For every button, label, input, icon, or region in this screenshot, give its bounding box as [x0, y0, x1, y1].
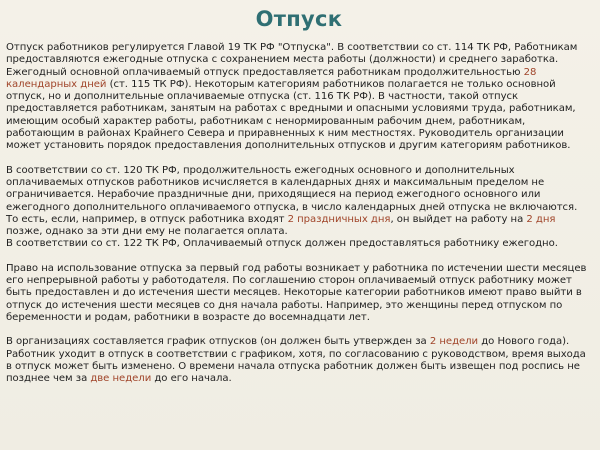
paragraph-text: позже, однако за эти дни ему не полагается оплата. В соответствии со ст. 122 ТК РФ, Оплачиваемый отпуск должен предоставляться работнику ежегодно.	[6, 226, 558, 250]
paragraph-text: (ст. 115 ТК РФ). Некоторым категориям работников полагается не только основной отпуск, но и дополнительные оплачиваемые отпуска (ст. 116 ТК РФ). В частности, такой отпуск предоставляется работникам, занятым на работах с вредными и опасными условиями труда, работникам, имеющим особый характер работы, работникам с ненормированным рабочим днем, работникам, работающим в районах Крайнего Севера и приравненных к ним местностях. Руководитель организации может установить порядок предоставления дополнительных отпусков и другим категориям работников.	[6, 78, 579, 152]
paragraph-text: Право на использование отпуска за первый год работы возникает у работника по истечении шести месяцев его непрерывной работы у работодателя. По соглашению сторон оплачиваемый отпуск работнику может быть предоставлен и до истечения шести месяцев. Некоторые категории работников имеют право выйти в отпуск до истечения шести месяцев со дня начала работы. Например, это женщины перед отпуском по беременности и родам, работники в возрасте до восемнадцати лет.	[6, 262, 590, 323]
highlighted-term: 2 праздничных дня	[287, 213, 391, 225]
paragraph-text: В организациях составляется график отпусков (он должен быть утвержден за	[6, 336, 430, 348]
paragraph-3	[6, 263, 592, 324]
highlighted-term: 2 недели	[429, 336, 479, 348]
paragraph-4	[6, 336, 592, 385]
paragraph-1	[6, 42, 592, 153]
paragraph-2	[6, 165, 592, 251]
highlighted-term: 28 календарных дней	[6, 66, 540, 90]
paragraph-text: Отпуск работников регулируется Главой 19 ТК РФ "Отпуска". В соответствии со ст. 114 ТК РФ, Работникам предоставляются ежегодные отпуска с сохранением места работы (должности) и среднего заработка. Ежегодный основной оплачиваемый отпуск предоставляется работникам продолжительностью	[6, 42, 581, 78]
highlighted-term: две недели	[90, 373, 152, 385]
paragraph-text: до его начала.	[151, 373, 232, 385]
highlighted-term: 2 дня	[526, 213, 556, 225]
content-body	[6, 42, 592, 385]
paragraph-text: до Нового года). Работник уходит в отпуск в соответствии с графиком, хотя, по согласованию с руководством, время выхода в отпуск может быть изменено. О времени начала отпуска работник должен быть извещен под роспись не позднее чем за	[6, 336, 589, 385]
paragraph-text: В соответствии со ст. 120 ТК РФ, продолжительность ежегодных основного и дополнительных оплачиваемых отпусков работников исчисляется в календарных днях и максимальным пределом не ограничивается. Нерабочие праздничные дни, приходящиеся на период ежегодного основного или ежегодного дополнительного оплачиваемого отпуска, в число календарных дней отпуска не включаются. То есть, если, например, в отпуск работника входят	[6, 164, 581, 225]
paragraph-text: , он выйдет на работу на	[390, 213, 527, 225]
page-title: Отпуск	[255, 7, 343, 31]
